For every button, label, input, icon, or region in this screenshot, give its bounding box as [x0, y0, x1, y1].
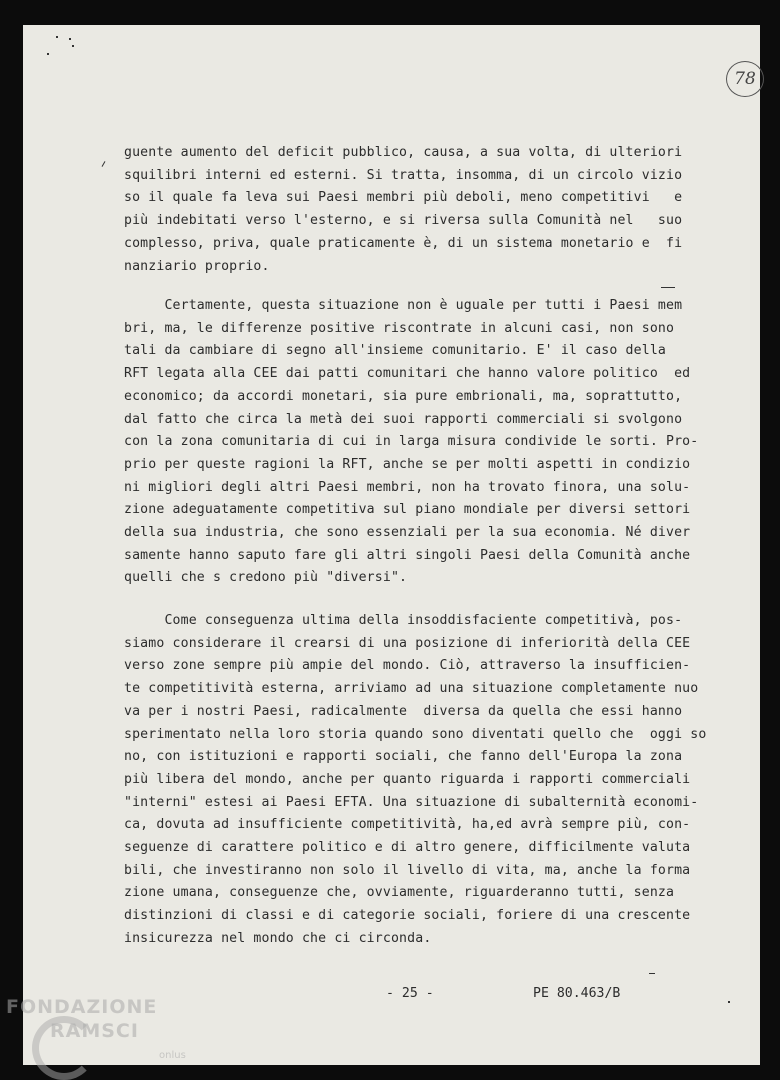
text-line: bri, ma, le differenze positive riscontrate in alcuni casi, non sono	[124, 320, 675, 336]
text-line: seguenze di carattere politico e di altro genere, difficilmente valuta	[124, 840, 691, 855]
text-line: bili, che investiranno non solo il livello di vita, ma, anche la forma	[124, 862, 691, 878]
text-line: Certamente, questa situazione non è uguale per tutti i Paesi mem	[124, 298, 683, 313]
watermark-line2: RAMSCI	[50, 1020, 139, 1042]
text-line: verso zone sempre più ampie del mondo. Ciò, attraverso la insufficien-	[124, 658, 691, 674]
text-line: prio per queste ragioni la RFT, anche se per molti aspetti in condizio	[124, 456, 691, 472]
text-line: RFT legata alla CEE dai patti comunitari che hanno valore politico ed	[124, 366, 691, 382]
text-line: complesso, priva, quale praticamente è, di un sistema monetario e fi	[124, 235, 683, 251]
scan-speck	[72, 45, 74, 47]
text-line: con la zona comunitaria di cui in larga misura condivide le sorti. Pro-	[124, 434, 699, 450]
scan-speck	[102, 161, 106, 167]
watermark-line3: onlus	[159, 1050, 186, 1061]
text-line: so il quale fa leva sui Paesi membri più deboli, meno competitivi e	[124, 190, 683, 206]
document-reference: PE 80.463/B	[533, 986, 621, 1001]
text-line: distinzioni di classi e di categorie sociali, foriere di una crescente	[124, 908, 691, 924]
text-line: no, con istituzioni e rapporti sociali, che fanno dell'Europa la zona	[124, 749, 683, 765]
text-line: quelli che s credono più "diversi".	[124, 570, 408, 586]
text-line: Come conseguenza ultima della insoddisfaciente competitivà, pos-	[124, 613, 683, 628]
text-line: ca, dovuta ad insufficiente competitività, ha,ed avrà sempre più, con-	[124, 817, 691, 833]
scan-speck	[47, 53, 49, 55]
text-line: insicurezza nel mondo che ci circonda.	[124, 930, 432, 946]
text-line: ni migliori degli altri Paesi membri, non ha trovato finora, una solu-	[124, 479, 691, 495]
text-line: nanziario proprio.	[124, 258, 270, 274]
text-line: siamo considerare il crearsi di una posizione di inferiorità della CEE	[124, 635, 691, 651]
document-page	[23, 25, 760, 1065]
text-line: zione adeguatamente competitiva sul piano mondiale per diversi settori	[124, 502, 691, 518]
page-number-marker: 78	[726, 61, 764, 97]
text-line: più libera del mondo, anche per quanto riguarda i rapporti commerciali	[124, 771, 691, 787]
text-line: "interni" estesi ai Paesi EFTA. Una situazione di subalternità economi-	[124, 794, 699, 810]
text-line: va per i nostri Paesi, radicalmente diversa da quella che essi hanno	[124, 703, 683, 719]
scan-speck	[649, 973, 655, 974]
page-number: - 25 -	[386, 986, 434, 1001]
scan-speck	[728, 1001, 730, 1003]
fondazione-gramsci-watermark	[6, 994, 196, 1074]
text-line: te competitività esterna, arriviamo ad una situazione completamente nuo	[124, 681, 699, 697]
text-line: tali da cambiare di segno all'insieme comunitario. E' il caso della	[124, 343, 666, 359]
text-line: economico; da accordi monetari, sia pure embrionali, ma, soprattutto,	[124, 388, 683, 404]
text-line: dal fatto che circa la metà dei suoi rapporti commerciali si svolgono	[124, 411, 683, 427]
text-line: più indebitati verso l'esterno, e si riversa sulla Comunità nel suo	[124, 213, 683, 229]
scan-speck	[56, 36, 58, 38]
text-line: zione umana, conseguenze che, ovviamente, riguarderanno tutti, senza	[124, 885, 675, 901]
scan-speck	[69, 38, 71, 40]
watermark-line1: FONDAZIONE	[6, 996, 158, 1018]
text-line: guente aumento del deficit pubblico, causa, a sua volta, di ulteriori	[124, 145, 683, 160]
text-line: sperimentato nella loro storia quando sono diventati quello che oggi so	[124, 726, 707, 742]
text-line: della sua industria, che sono essenziali per la sua economia. Né diver	[124, 525, 691, 540]
scan-speck	[661, 287, 675, 288]
text-line: samente hanno saputo fare gli altri singoli Paesi della Comunità anche	[124, 547, 691, 563]
text-line: squilibri interni ed esterni. Si tratta, insomma, di un circolo vizio	[124, 167, 683, 183]
